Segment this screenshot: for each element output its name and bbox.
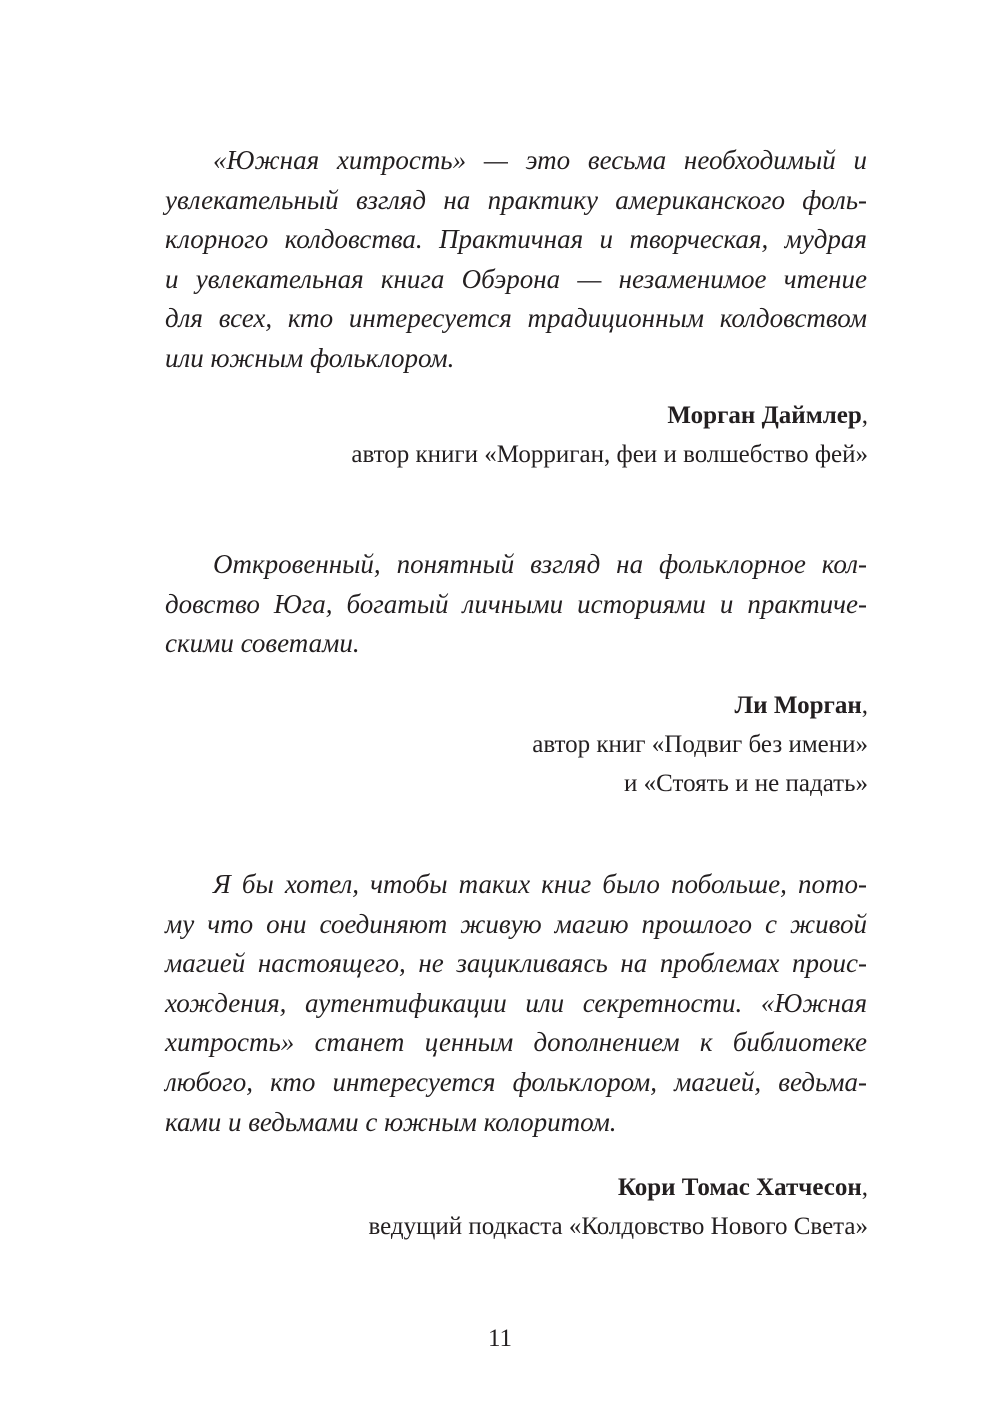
review-3-author-name: Кори Томас Хатчесон — [617, 1174, 862, 1201]
review-3-quote-line: му что они соединяют живую магию прошлого с живой — [165, 908, 867, 939]
review-2-author-role: и «Стоять и не падать» — [624, 770, 868, 797]
review-1-quote-line: «Южная хитрость» — это весьма необходимый и — [213, 145, 867, 175]
review-3-quote-line: ками и ведьмами с южным колоритом. — [165, 1106, 617, 1137]
review-3-author-role: ведущий подкаста «Колдовство Нового Света» — [368, 1213, 868, 1240]
review-1-quote-line: клорного колдовства. Практичная и творческая, мудрая — [165, 224, 867, 255]
review-3-quote-line: магией настоящего, не зацикливаясь на проблемах проис- — [165, 948, 867, 979]
review-3-quote-line: любого, кто интересуется фольклором, магией, ведьма- — [165, 1066, 867, 1097]
review-1-quote-line: или южным фольклором. — [165, 342, 455, 373]
review-3-quote — [165, 865, 867, 1142]
review-2-quote-line: довство Юга, богатый личными историями и практиче- — [165, 588, 867, 619]
review-1-author-name: Морган Даймлер — [667, 402, 862, 429]
review-1-author-comma: , — [861, 402, 868, 429]
review-3-attribution — [369, 1168, 869, 1246]
review-2-author-comma: , — [861, 692, 868, 719]
page-number: 11 — [487, 1325, 513, 1352]
review-2-quote — [165, 545, 867, 664]
review-3-quote-line: хитрость» станет ценным дополнением к библиотеке — [165, 1027, 867, 1058]
review-2-author-name: Ли Морган — [734, 692, 862, 719]
review-3-quote-line: хождения, аутентификации или секретности. «Южная — [165, 987, 867, 1018]
review-2-quote-line: Откровенный, понятный взгляд на фольклорное кол- — [213, 549, 867, 579]
review-1-quote-line: увлекательный взгляд на практику американского фоль- — [165, 184, 867, 215]
review-3-author-comma: , — [861, 1174, 868, 1201]
review-1-author-role: автор книги «Морриган, феи и волшебство фей» — [351, 441, 868, 468]
review-2-attribution — [532, 686, 868, 803]
review-1-quote-line: для всех, кто интересуется традиционным колдовством — [165, 303, 867, 334]
review-3-quote-line: Я бы хотел, чтобы таких книг было побольше, пото- — [213, 869, 867, 899]
review-1-quote — [165, 141, 867, 379]
review-1-attribution — [351, 396, 868, 474]
review-2-quote-line: скими советами. — [165, 628, 360, 659]
review-2-author-role: автор книг «Подвиг без имени» — [532, 731, 868, 758]
review-1-quote-line: и увлекательная книга Обэрона — незаменимое чтение — [165, 263, 867, 294]
